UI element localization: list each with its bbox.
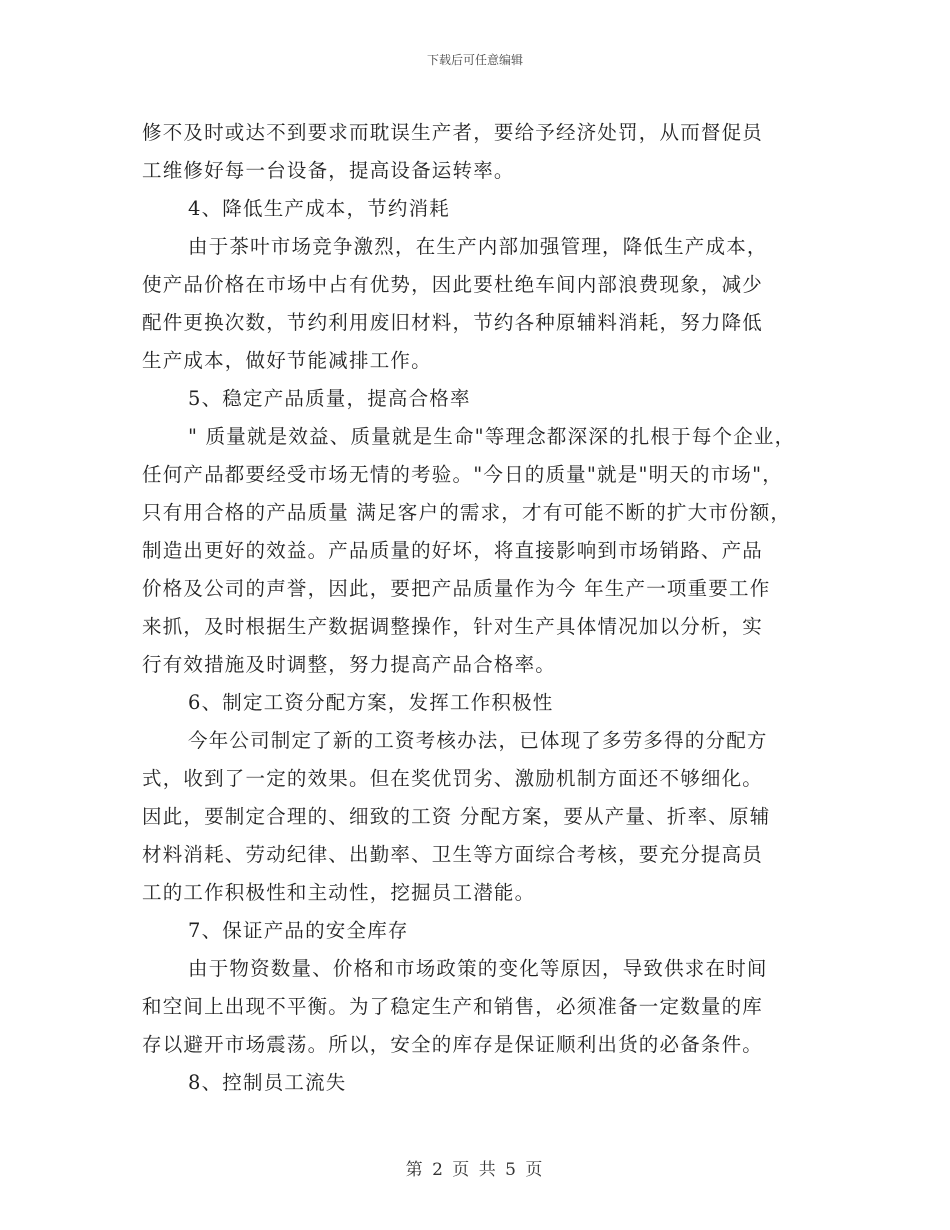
document-body <box>142 114 822 1102</box>
text-line: 存以避开市场震荡。所以，安全的库存是保证顺利出货的必备条件。 <box>142 1033 764 1056</box>
section-heading: 6、制定工资分配方案，发挥工作积极性 <box>188 691 554 714</box>
page-number-footer: 第 2 页 共 5 页 <box>405 1160 545 1180</box>
text-line: 工维修好每一台设备，提高设备运转率。 <box>142 159 515 182</box>
text-line: 工的工作积极性和主动性，挖掘员工潜能。 <box>142 881 536 904</box>
text-line: 生产成本，做好节能减排工作。 <box>142 349 432 372</box>
section-heading: 8、控制员工流失 <box>188 1071 347 1094</box>
text-line: 只有用合格的产品质量 满足客户的需求，才有可能不断的扩大市份额， <box>142 501 792 524</box>
text-line: " 质量就是效益、质量就是生命"等理念都深深的扎根于每个企业， <box>188 425 796 448</box>
text-line: 使产品价格在市场中占有优势，因此要杜绝车间内部浪费现象，减少 <box>142 273 764 296</box>
text-line: 配件更换次数，节约利用废旧材料，节约各种原辅料消耗，努力降低 <box>142 311 764 334</box>
text-line: 来抓，及时根据生产数据调整操作，针对生产具体情况加以分析，实 <box>142 615 764 638</box>
text-line: 和空间上出现不平衡。为了稳定生产和销售，必须准备一定数量的库 <box>142 995 764 1018</box>
text-line: 因此，要制定合理的、细致的工资 分配方案，要从产量、折率、原辅 <box>142 805 771 828</box>
text-line: 修不及时或达不到要求而耽误生产者，要给予经济处罚，从而督促员 <box>142 121 764 144</box>
text-line: 制造出更好的效益。产品质量的好坏，将直接影响到市场销路、产品 <box>142 539 764 562</box>
section-heading: 7、保证产品的安全库存 <box>188 919 409 942</box>
text-line: 任何产品都要经受市场无情的考验。"今日的质量"就是"明天的市场"， <box>142 463 783 486</box>
text-line: 价格及公司的声誉，因此，要把产品质量作为今 年生产一项重要工作 <box>142 577 771 600</box>
text-line: 式，收到了一定的效果。但在奖优罚劣、激励机制方面还不够细化。 <box>142 767 764 790</box>
text-line: 由于茶叶市场竞争激烈，在生产内部加强管理，降低生产成本， <box>188 235 768 258</box>
section-heading: 5、稳定产品质量，提高合格率 <box>188 387 471 410</box>
text-line: 材料消耗、劳动纪律、出勤率、卫生等方面综合考核，要充分提高员 <box>142 843 764 866</box>
text-line: 由于物资数量、价格和市场政策的变化等原因，导致供求在时间 <box>188 957 768 980</box>
text-line: 行有效措施及时调整，努力提高产品合格率。 <box>142 653 557 676</box>
text-line: 今年公司制定了新的工资考核办法，已体现了多劳多得的分配方 <box>188 729 768 752</box>
section-heading: 4、降低生产成本，节约消耗 <box>188 197 451 220</box>
page-header-note: 下载后可任意编辑 <box>426 53 523 67</box>
